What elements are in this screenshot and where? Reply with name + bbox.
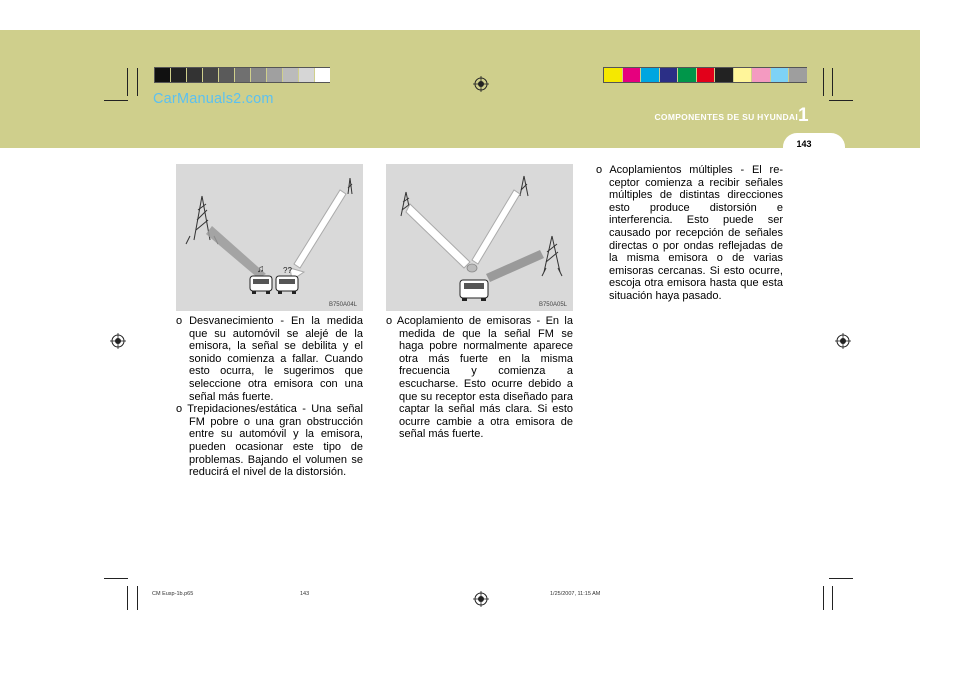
calibration-swatch (155, 68, 170, 82)
calibration-swatch (187, 68, 202, 82)
registration-target-top (473, 76, 489, 92)
registration-target-bottom (473, 591, 489, 607)
registration-target-left (110, 333, 126, 349)
car-icon (250, 276, 272, 294)
calibration-swatch (697, 68, 715, 82)
signal-arrow-icon (406, 204, 470, 268)
music-note-icon: ♫ (257, 264, 265, 275)
figure-code: B750A04L (328, 302, 357, 308)
list-item: o Trepidaciones/estática - Una señal FM pobre o una gran obstrucción entre su automóvil y la emisora, pueden ocasionar este tipo de problemas. Bajando el volumen se reducirá el nivel de la distorsión. (176, 403, 363, 479)
coupling-illustration (386, 164, 573, 311)
header-band (0, 30, 920, 148)
figure-code: B750A05L (538, 302, 567, 308)
calibration-swatch (715, 68, 733, 82)
signal-arrow-icon (294, 190, 346, 268)
car-icon (460, 280, 488, 301)
figure-signal-fading (176, 164, 363, 311)
radio-tower-icon (348, 178, 352, 194)
calibration-swatch (299, 68, 314, 82)
watermark-link[interactable]: CarManuals2.com (153, 91, 274, 107)
right-margin (920, 0, 960, 678)
radio-tower-icon (542, 236, 562, 276)
chapter-number: 1 (798, 105, 809, 126)
footer-timestamp: 1/25/2007, 11:15 AM (550, 591, 601, 597)
calibration-swatch (678, 68, 696, 82)
fading-illustration (176, 164, 363, 311)
list-item: o Acoplamiento de emisoras - En la medida de que la señal FM se haga pobre normalmente aparece otra más fuerte en la misma frecuencia y comienza a escucharse. Esto ocurre debido a que su receptor esta diseñado para captar la señal más clara. Si esto ocurre cambie a otra emisora de señal más fuerte. (386, 315, 573, 441)
calibration-swatch (771, 68, 789, 82)
calibration-swatch (251, 68, 266, 82)
calibration-swatch (267, 68, 282, 82)
footer-page: 143 (300, 591, 310, 597)
registration-target-right (835, 333, 851, 349)
grayscale-calibration-strip (154, 67, 330, 83)
calibration-swatch (789, 68, 807, 82)
calibration-swatch (623, 68, 641, 82)
calibration-swatch (171, 68, 186, 82)
calibration-swatch (641, 68, 659, 82)
calibration-swatch (604, 68, 622, 82)
wave-icon (467, 264, 477, 272)
color-calibration-strip (603, 67, 807, 83)
middle-column (386, 315, 573, 441)
calibration-swatch (235, 68, 250, 82)
calibration-swatch (660, 68, 678, 82)
calibration-swatch (203, 68, 218, 82)
section-title: COMPONENTES DE SU HYUNDAI (654, 112, 798, 122)
right-column (596, 164, 783, 303)
radio-tower-icon (520, 176, 528, 196)
calibration-swatch (734, 68, 752, 82)
signal-arrow-icon (486, 250, 544, 282)
figure-station-coupling (386, 164, 573, 311)
page-number: 143 (796, 139, 812, 149)
calibration-swatch (752, 68, 770, 82)
question-marks-label: ?? (283, 266, 292, 275)
list-item: o Acoplamientos múltiples - El re-ceptor comienza a recibir señales múltiples de distintas direcciones esto produce distorsión e interferencia. Esto puede ser causado por recepción de señales directas o por ondas reflejadas de la misma emisora o de varias emisoras cercanas. Si esto ocurre, escoja otra emisora hasta que esta situación haya pasado. (596, 164, 783, 302)
calibration-swatch (315, 68, 330, 82)
calibration-swatch (283, 68, 298, 82)
car-icon (276, 276, 298, 294)
left-column (176, 315, 363, 479)
calibration-swatch (219, 68, 234, 82)
footer-file-name: CM Eusp-1b.p65 (152, 591, 194, 597)
list-item: o Desvanecimiento - En la medida que su automóvil se alejé de la emisora, la señal se debilita y el sonido comienza a fallar. Cuando esto ocurra, le sugerimos que seleccione otra emisora con una señal más fuerte. (176, 315, 363, 403)
signal-arrow-icon (472, 190, 520, 264)
